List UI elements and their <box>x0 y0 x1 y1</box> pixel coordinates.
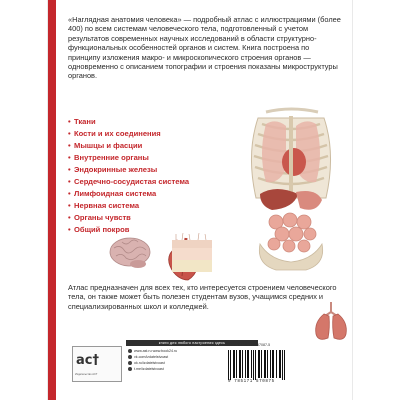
lungs-illustration <box>312 300 352 342</box>
contents-item-label: Мышцы и фасции <box>74 141 143 150</box>
publisher-tagline: книги для любого настроения здесь <box>126 340 258 346</box>
logo-mark: ac† <box>76 353 99 368</box>
contents-item: • Эндокринные железы <box>68 165 158 174</box>
audience-paragraph: Атлас предназначен для всех тех, кто интересуется строением человеческого тела, он также может быть полезен студентам вузов, учащимся средних и специализированных школ и колледжей. <box>68 283 337 311</box>
book-back-cover <box>48 0 352 400</box>
contact-text: www.ast.ru www.book24.ru <box>134 349 178 353</box>
contents-item-label: Органы чувств <box>74 213 131 222</box>
torso-organs-skeleton-illustration <box>236 104 346 272</box>
contents-item: • Органы чувств <box>68 213 131 222</box>
brain-illustration <box>108 234 152 270</box>
contents-item-label: Ткани <box>74 117 96 126</box>
logo-subtitle: Издательство АСТ <box>75 373 98 376</box>
vk-icon <box>128 355 132 359</box>
contents-item: • Сердечно-сосудистая система <box>68 177 190 186</box>
publisher-logo <box>72 346 122 382</box>
contents-item-label: Общий покров <box>74 225 130 234</box>
contact-text: vk.com/izdatelstvoast <box>134 355 169 359</box>
contents-item-label: Внутренние органы <box>74 153 149 162</box>
contents-list <box>68 116 189 236</box>
contact-item <box>128 366 177 372</box>
intro-paragraph: «Наглядная анатомия человека» — подробный атлас с иллюстрациями (более 400) по всем системам человеческого тела, подготовленный с учетом результатов современных научных исследований в области структурно-функциональных особенностей органов и систем. Книга построена по принципу изложения макро- и микроскопического строения органов — одновременно с описанием топографии и строения показаны микроструктуры органов. <box>68 15 341 81</box>
contents-item: • Ткани <box>68 117 96 126</box>
contents-item-label: Эндокринные железы <box>74 165 158 174</box>
contents-item-label: Сердечно-сосудистая система <box>74 177 190 186</box>
contents-item-label: Кости и их соединения <box>74 129 161 138</box>
contents-item-label: Лимфоидная система <box>74 189 157 198</box>
web-icon <box>128 349 132 353</box>
publisher-contacts <box>128 348 177 372</box>
skin-layers-illustration <box>162 232 214 276</box>
contents-item: • Лимфоидная система <box>68 189 157 198</box>
accent-bar <box>48 0 56 400</box>
contents-item: • Общий покров <box>68 225 130 234</box>
barcode-number: 9 785171 570875 <box>228 380 275 384</box>
contact-text: t.me/izdatelstvoast <box>134 367 164 371</box>
isbn-label: ISBN 978-5-17-157087-5 <box>230 343 271 347</box>
telegram-icon <box>128 367 132 371</box>
contents-item: • Мышцы и фасции <box>68 141 143 150</box>
barcode <box>226 348 288 380</box>
contents-item: • Кости и их соединения <box>68 129 161 138</box>
contents-item: • Нервная система <box>68 201 140 210</box>
contents-item: • Внутренние органы <box>68 153 149 162</box>
contents-item-label: Нервная система <box>74 201 140 210</box>
contact-text: ok.ru/izdatelstvoast <box>134 361 165 365</box>
ok-icon <box>128 361 132 365</box>
